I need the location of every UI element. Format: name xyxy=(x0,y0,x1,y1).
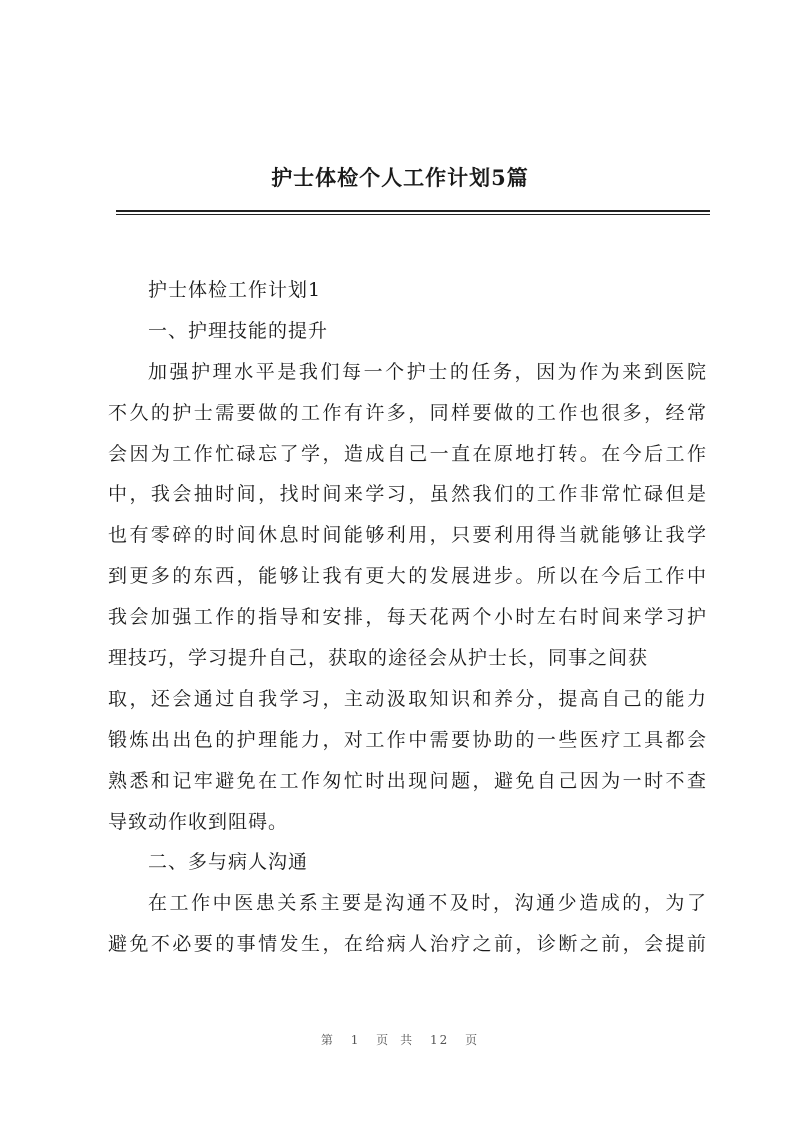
paragraph-line: 不久的护士需要做的工作有许多，同样要做的工作也很多，经常 xyxy=(108,401,706,424)
footer-ye2: 页 xyxy=(465,1033,480,1047)
paragraph-line: 取，还会通过自我学习，主动汲取知识和养分，提高自己的能力 xyxy=(108,687,706,710)
document-title: 护士体检个人工作计划5篇 xyxy=(271,165,529,190)
footer-total-pages: 12 xyxy=(430,1033,450,1047)
paragraph-line: 也有零碎的时间休息时间能够利用，只要利用得当就能够让我学 xyxy=(108,524,706,547)
paragraph-line: 我会加强工作的指导和安排，每天花两个小时左右时间来学习护 xyxy=(108,606,706,629)
paragraph-line: 在工作中医患关系主要是沟通不及时，沟通少造成的，为了 xyxy=(148,892,706,915)
paragraph-line: 中，我会抽时间，找时间来学习，虽然我们的工作非常忙碌但是 xyxy=(108,483,706,506)
page-footer xyxy=(0,1031,800,1048)
subheading-patient-communication: 二、多与病人沟通 xyxy=(148,851,309,874)
title-divider-thin xyxy=(116,214,710,215)
footer-ye: 页 xyxy=(376,1033,391,1047)
footer-gong: 共 xyxy=(400,1033,415,1047)
paragraph-line: 理技巧，学习提升自己，获取的途径会从护士长，同事之间获 xyxy=(108,647,649,670)
paragraph-line: 导致动作收到阻碍。 xyxy=(108,810,289,833)
footer-page-number: 1 xyxy=(350,1033,361,1047)
paragraph-line: 避免不必要的事情发生，在给病人治疗之前，诊断之前，会提前 xyxy=(108,933,706,956)
paragraph-line: 熟悉和记牢避免在工作匆忙时出现问题，避免自己因为一时不查 xyxy=(108,769,706,792)
subheading-nursing-skills: 一、护理技能的提升 xyxy=(148,319,329,342)
footer-di: 第 xyxy=(320,1033,335,1047)
document-body xyxy=(108,270,706,965)
paragraph-line: 到更多的东西，能够让我有更大的发展进步。所以在今后工作中 xyxy=(108,565,706,588)
paragraph-line: 加强护理水平是我们每一个护士的任务，因为作为来到医院 xyxy=(148,360,706,383)
paragraph-line: 会因为工作忙碌忘了学，造成自己一直在原地打转。在今后工作 xyxy=(108,442,706,465)
paragraph-line: 锻炼出出色的护理能力，对工作中需要协助的一些医疗工具都会 xyxy=(108,728,706,751)
title-divider-thick xyxy=(116,210,710,212)
section-heading-plan-1: 护士体检工作计划1 xyxy=(148,279,322,301)
